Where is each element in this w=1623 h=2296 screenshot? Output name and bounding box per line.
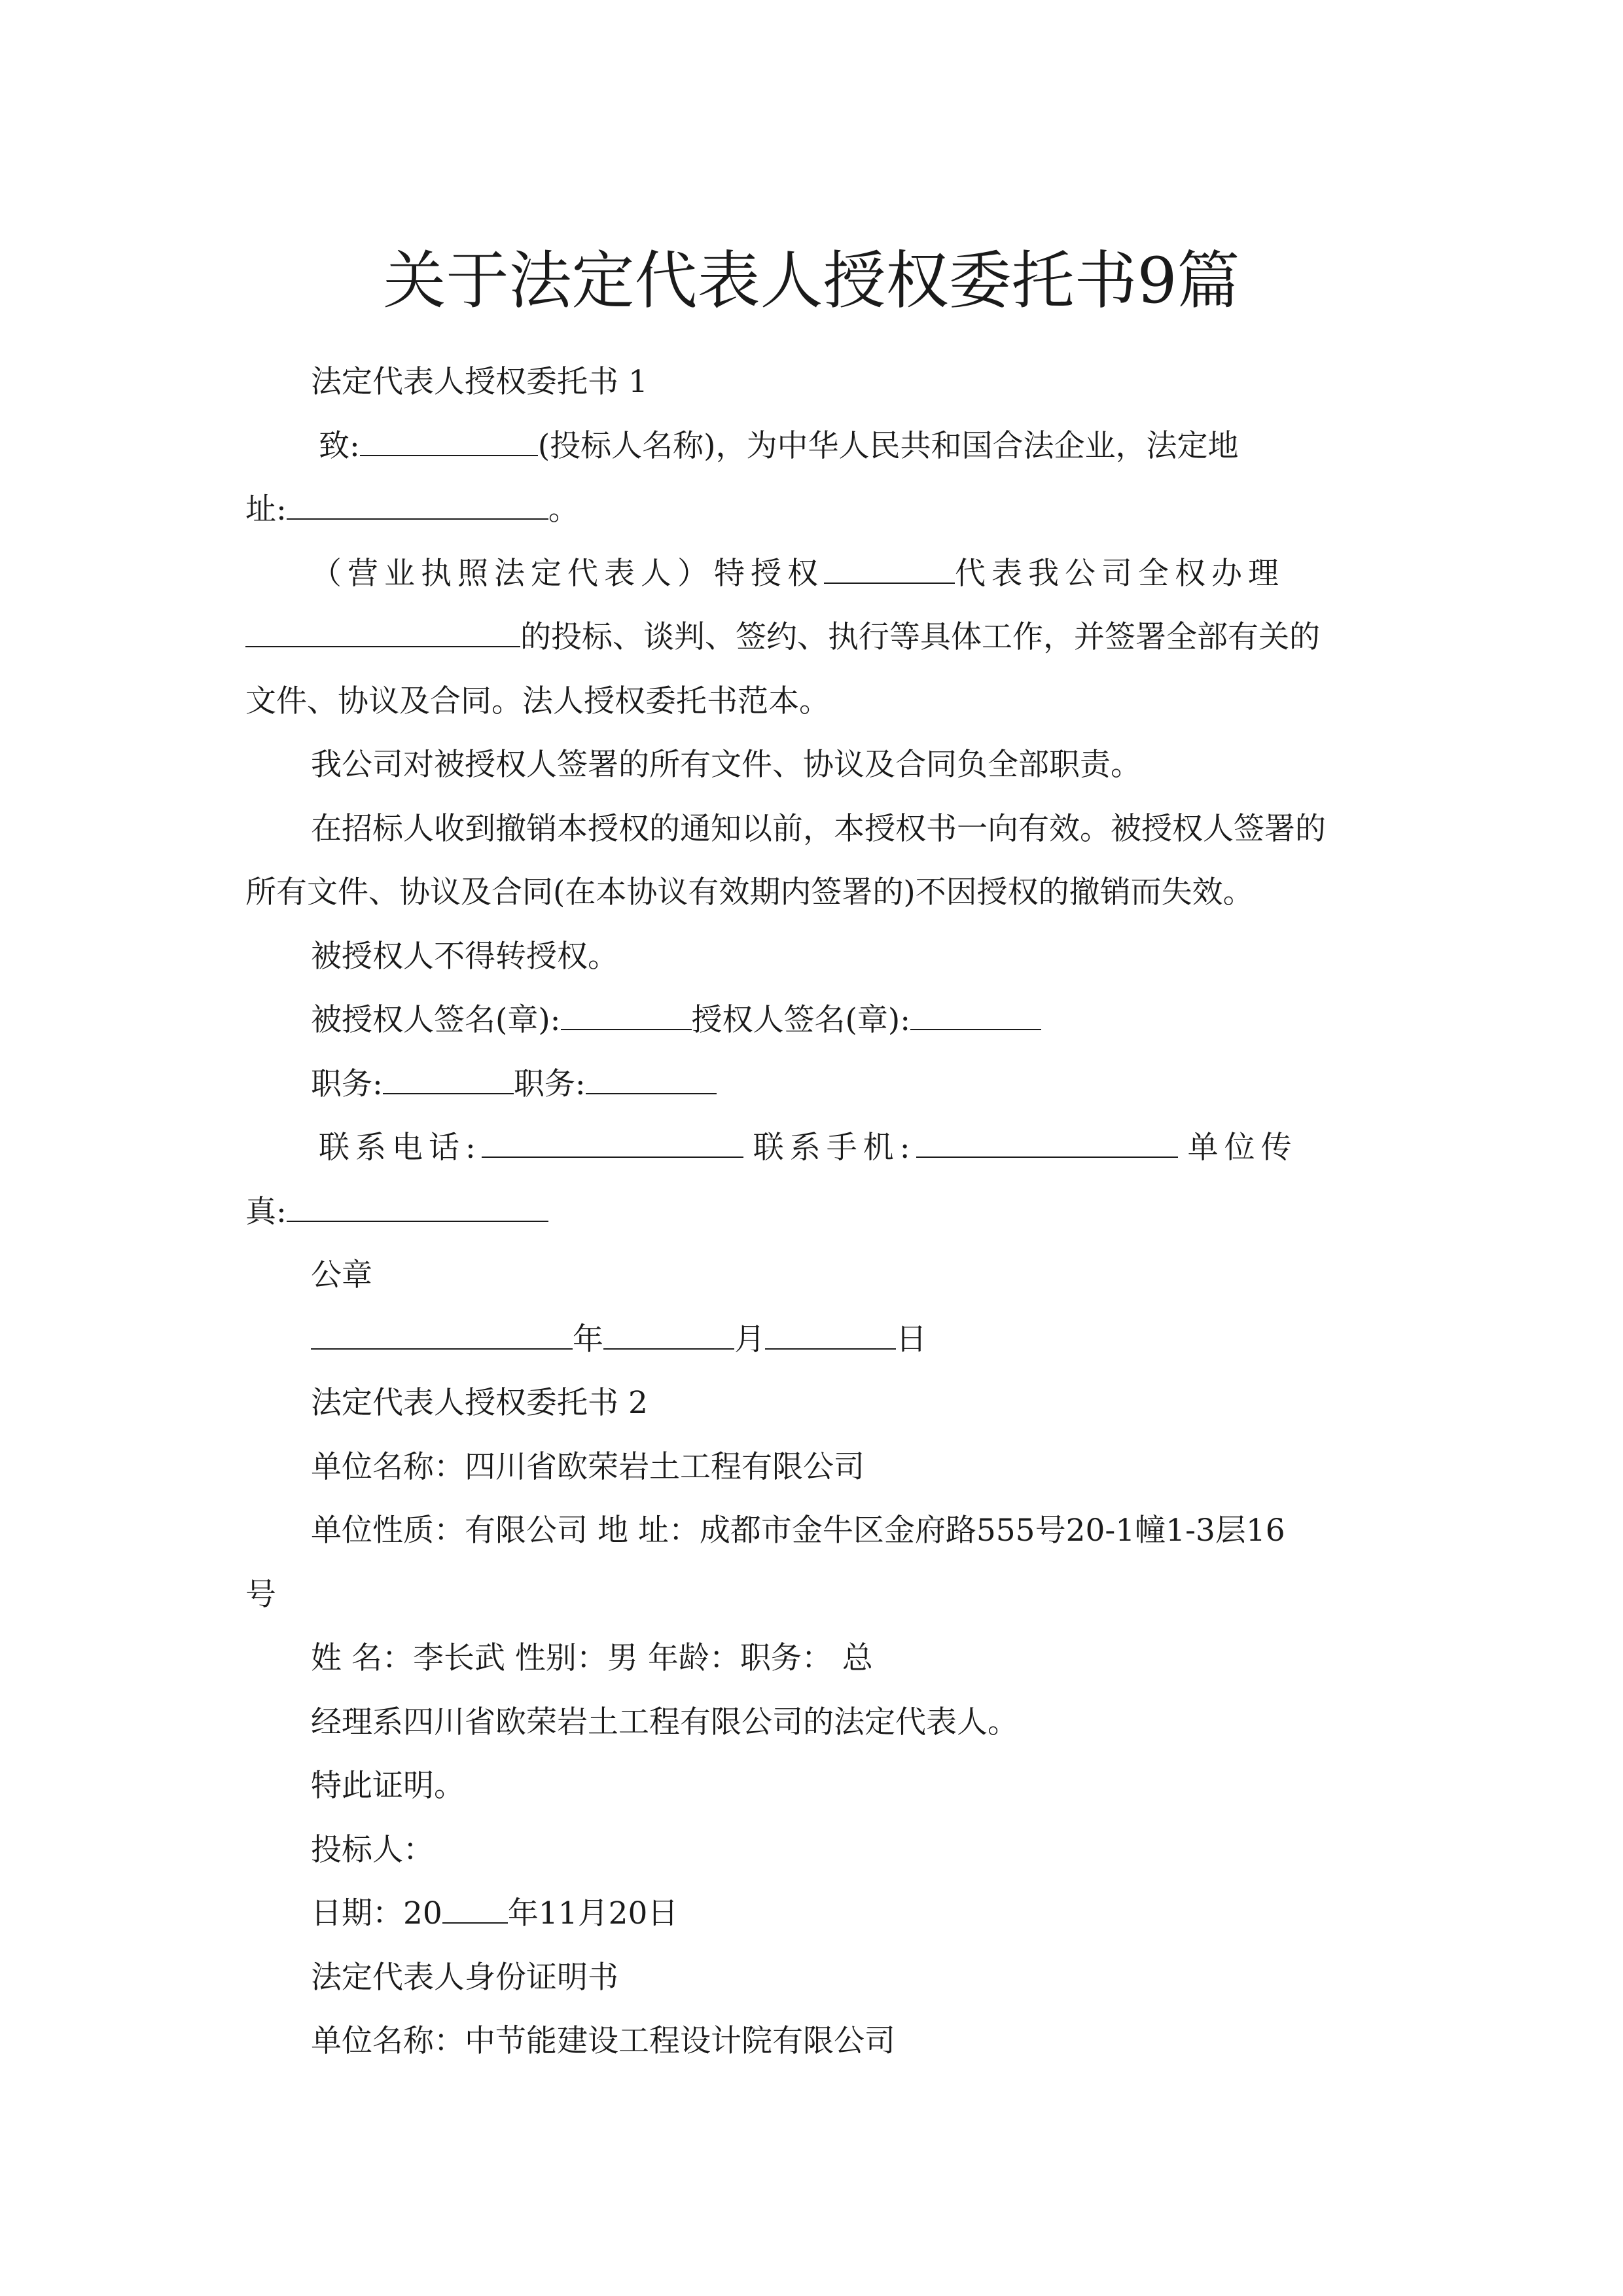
- grantor-duty-blank: [586, 1067, 717, 1094]
- grant-scope-line: 的投标、谈判、签约、执行等具体工作，并签署全部有关的: [245, 605, 1378, 670]
- year-suffix-blank: [442, 1896, 508, 1924]
- grant-paragraph: （营业执照法定代表人）特授权 代表我公司全权办理: [311, 555, 1285, 592]
- unit-name: 单位名称：四川省欧荣岩土工程有限公司: [311, 1448, 865, 1485]
- phone-blank: [482, 1130, 743, 1158]
- page-title: 关于法定代表人授权委托书9篇: [383, 244, 1240, 318]
- document-body: [245, 350, 1378, 2073]
- responsibility-paragraph: 我公司对被授权人签署的所有文件、协议及合同负全部职责。: [311, 747, 1141, 783]
- id-certificate-heading: 法定代表人身份证明书: [311, 1959, 618, 1996]
- mobile-blank: [916, 1130, 1178, 1158]
- duty-line: 职务: 职务:: [245, 1052, 1378, 1117]
- month-blank: [603, 1322, 734, 1350]
- day-blank: [765, 1322, 896, 1350]
- bidder-label: 投标人：: [311, 1831, 434, 1868]
- year-blank: [311, 1322, 573, 1350]
- unit-nature-address: 单位性质：有限公司 地 址：成都市金牛区金府路555号20-1幢1-3层16: [311, 1513, 1285, 1549]
- bidder-name-blank: [360, 429, 538, 456]
- fax-line: 真:: [245, 1180, 1378, 1244]
- signature-line: 被授权人签名(章): 授权人签名(章):: [245, 988, 1378, 1052]
- date-line: 年 月 日: [245, 1308, 1378, 1372]
- official-seal-label: 公章: [311, 1257, 372, 1293]
- unit-name-2: 单位名称：中节能建设工程设计院有限公司: [311, 2023, 895, 2059]
- grantee-blank: [824, 556, 955, 584]
- role-statement: 经理系四川省欧荣岩土工程有限公司的法定代表人。: [311, 1704, 1018, 1740]
- no-transfer-paragraph: 被授权人不得转授权。: [311, 938, 618, 975]
- addressee-paragraph: 致: (投标人名称)，为中华人民共和国合法企业，法定地: [319, 427, 1239, 464]
- validity-paragraph-cont: 所有文件、协议及合同(在本协议有效期内签署的)不因授权的撤销而失效。: [245, 874, 1254, 910]
- grantee-signature-blank: [561, 1003, 692, 1030]
- date-statement: 日期：20 年11月20日: [311, 1895, 679, 1931]
- fax-blank: [287, 1194, 548, 1222]
- grantor-signature-blank: [910, 1003, 1041, 1030]
- address-blank: [287, 492, 548, 520]
- section-heading-2: 法定代表人授权委托书 2: [311, 1385, 648, 1421]
- validity-paragraph: 在招标人收到撤销本授权的通知以前，本授权书一向有效。被授权人签署的: [311, 810, 1326, 847]
- grant-docs-line: 文件、协议及合同。法人授权委托书范本。: [245, 683, 830, 719]
- section-heading-1: 法定代表人授权委托书 1: [311, 364, 648, 400]
- unit-nature-address-cont: 号: [245, 1576, 276, 1613]
- contact-line: 联系电话: 联系手机: 单位传: [319, 1130, 1298, 1166]
- grantee-duty-blank: [383, 1067, 514, 1094]
- project-blank: [245, 620, 520, 647]
- address-line: 址: 。: [245, 492, 579, 528]
- certify-statement: 特此证明。: [311, 1768, 465, 1804]
- person-info: 姓 名：李长武 性别：男 年龄：职务： 总: [311, 1640, 873, 1676]
